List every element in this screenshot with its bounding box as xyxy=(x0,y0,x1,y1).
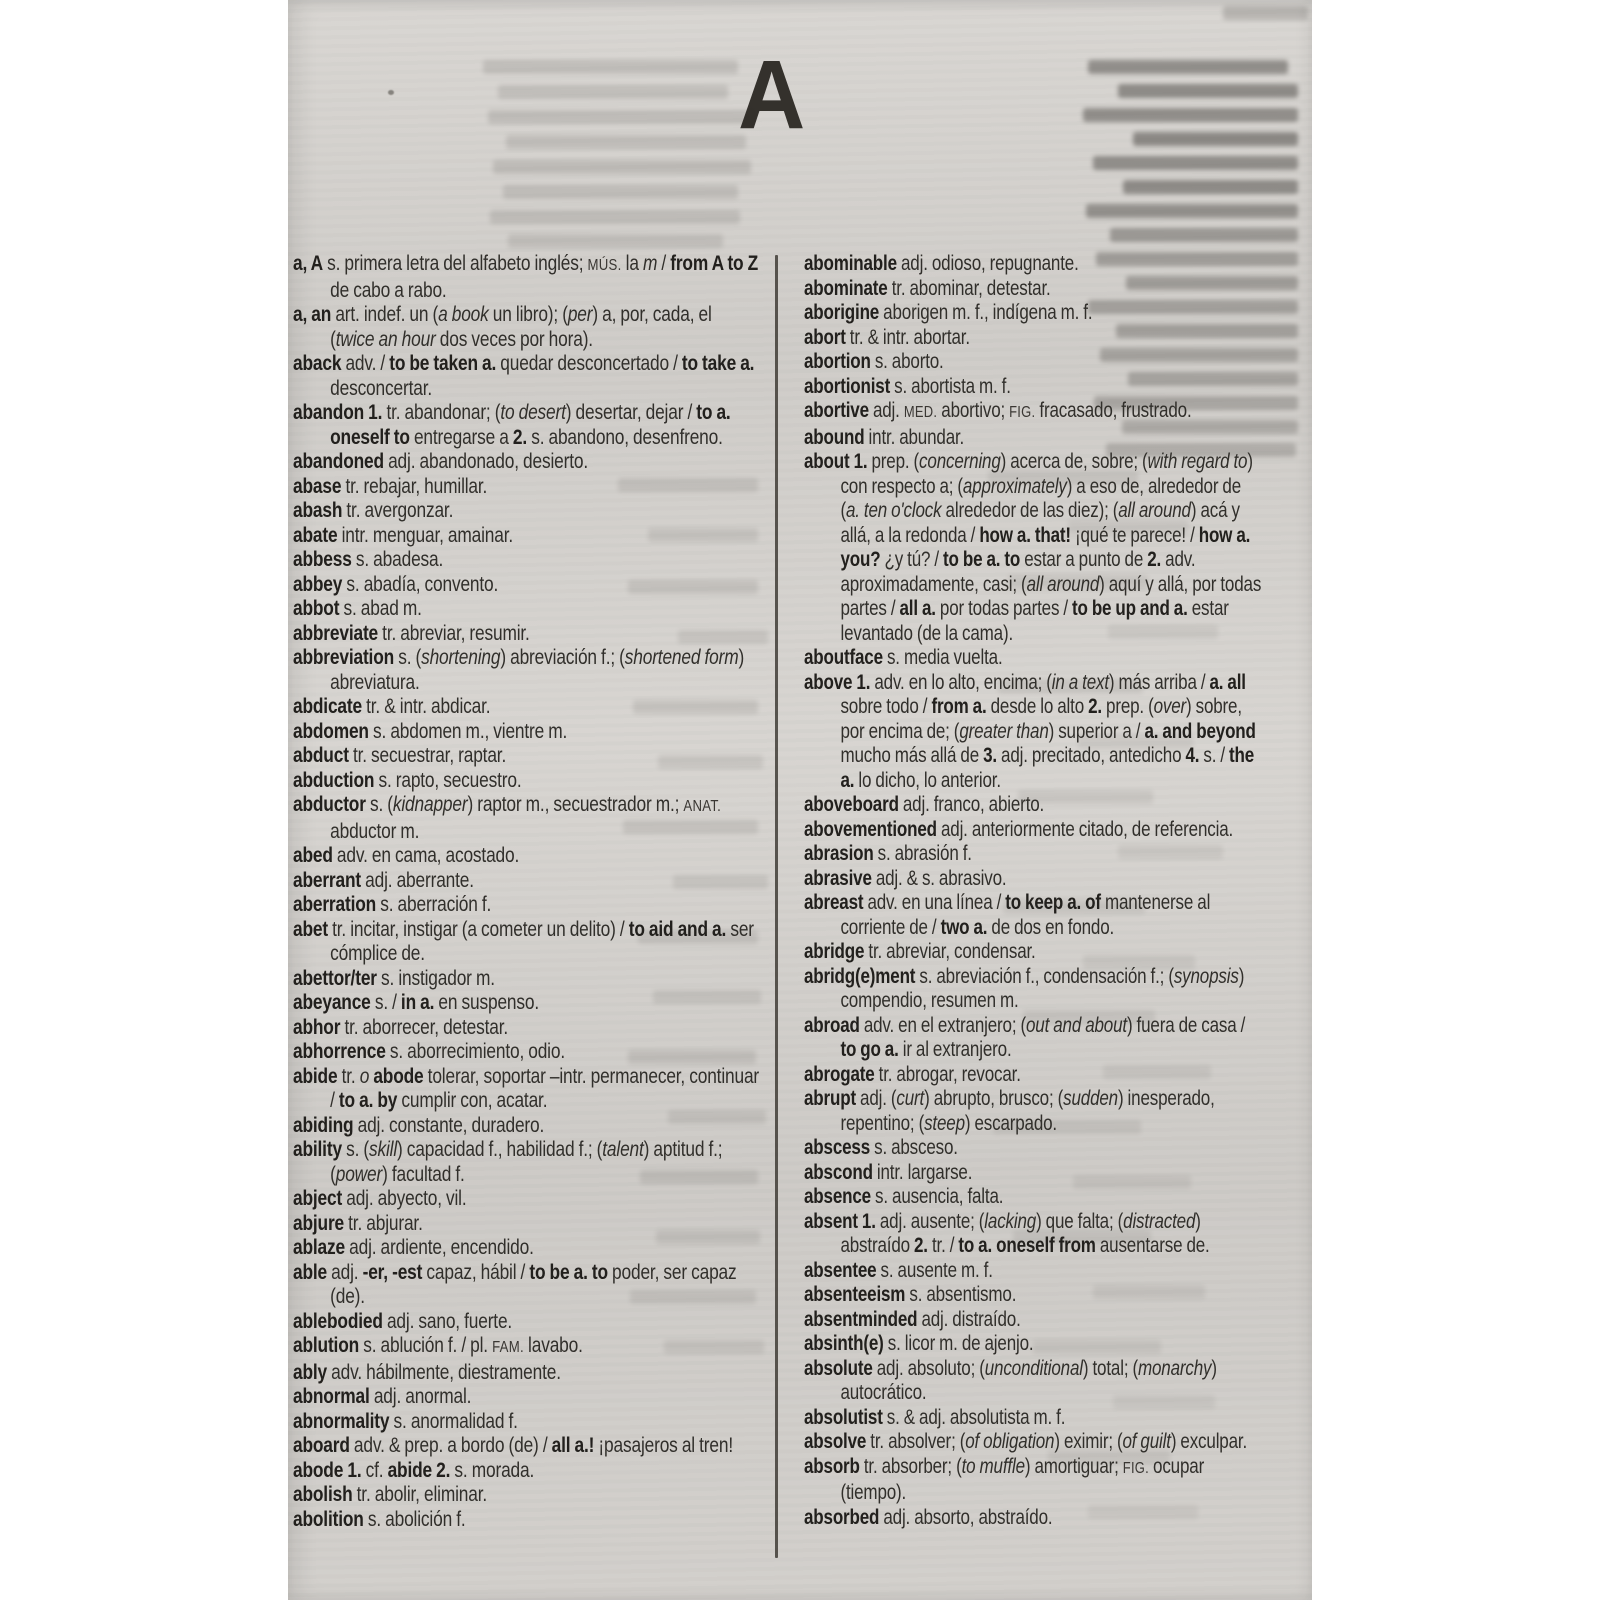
show-through-smudge xyxy=(490,210,740,224)
entry-abolish: abolish tr. abolir, eliminar. xyxy=(293,1483,488,1506)
show-through-smudge xyxy=(488,110,753,124)
entry-abrupt: abrupt adj. (curt) abrupto, brusco; (sudden) inesperado, repentino; (steep) escarpado. xyxy=(804,1087,1215,1135)
entry-abrogate: abrogate tr. abrogar, revocar. xyxy=(804,1062,1021,1086)
entry-abeyance: abeyance s. / in a. en suspenso. xyxy=(293,991,540,1014)
entry-abominable: abominable adj. odioso, repugnante. xyxy=(804,252,1079,275)
entry-absinth-e: absinth(e) s. licor m. de ajenjo. xyxy=(804,1332,1034,1355)
show-through-smudge xyxy=(1086,204,1298,218)
entry-abortive: abortive adj. MED. abortivo; FIG. fracasado, frustrado. xyxy=(804,399,1192,422)
show-through-smudge xyxy=(508,234,723,248)
entry-ablution: ablution s. ablución f. / pl. FAM. lavabo. xyxy=(293,1334,583,1357)
show-through-smudge xyxy=(1083,108,1298,122)
entry-abound: abound intr. abundar. xyxy=(804,425,965,449)
entry-ablebodied: ablebodied adj. sano, fuerte. xyxy=(293,1309,513,1333)
entry-aboard: aboard adv. & prep. a bordo (de) / all a.! ¡pasajeros al tren! xyxy=(293,1434,733,1457)
section-letter-heading: A xyxy=(738,40,804,149)
entry-abortionist: abortionist s. abortista m. f. xyxy=(804,374,1011,398)
entry-abhor: abhor tr. aborrecer, detestar. xyxy=(293,1015,509,1039)
entry-aberrant: aberrant adj. aberrante. xyxy=(293,868,474,892)
show-through-smudge xyxy=(1093,156,1298,170)
entry-abort: abort tr. & intr. abortar. xyxy=(804,325,970,349)
entry-abroad: abroad adv. en el extranjero; (out and about) fuera de casa / to go a. ir al extranjero. xyxy=(804,1013,1246,1061)
entry-abbreviation: abbreviation s. (shortening) abreviación f.; (shortened form) abreviatura. xyxy=(293,646,745,694)
entry-ability: ability s. (skill) capacidad f., habilidad f.; (talent) aptitud f.; (power) facultad f. xyxy=(293,1138,723,1186)
entry-abbey: abbey s. abadía, convento. xyxy=(293,572,499,596)
entry-abrasive: abrasive adj. & s. abrasivo. xyxy=(804,866,1007,890)
show-through-smudge xyxy=(1123,180,1298,194)
show-through-smudge xyxy=(503,185,738,199)
entry-abreast: abreast adv. en una línea / to keep a. of mantenerse al corriente de / two a. de dos en fondo. xyxy=(804,891,1211,939)
entry-abhorrence: abhorrence s. aborrecimiento, odio. xyxy=(293,1040,565,1063)
entry-absolutist: absolutist s. & adj. absolutista m. f. xyxy=(804,1405,1066,1429)
show-through-smudge xyxy=(1118,84,1298,98)
entry-a-a: a, A s. primera letra del alfabeto inglés; MÚS. la m / from A to Z de cabo a rabo. xyxy=(293,252,759,302)
entry-ablaze: ablaze adj. ardiente, encendido. xyxy=(293,1236,534,1259)
entry-abash: abash tr. avergonzar. xyxy=(293,499,454,522)
entry-abandoned: abandoned adj. abandonado, desierto. xyxy=(293,450,588,473)
entry-abed: abed adv. en cama, acostado. xyxy=(293,844,520,867)
entry-abandon: abandon 1. tr. abandonar; (to desert) desertar, dejar / to a. oneself to entregarse a 2. s. abandono, desenfreno. xyxy=(293,401,731,449)
entry-abbot: abbot s. abad m. xyxy=(293,597,422,620)
entry-abase: abase tr. rebajar, humillar. xyxy=(293,474,488,498)
entry-about: about 1. prep. (concerning) acerca de, sobre; (with regard to) con respecto a; (approximately) a eso de, alrededor de (a. ten o'clock alrededor de las diez); (all around) acá y allá, a la redonda / how a. that! ¡qué te parece! / how a. you? ¿y tú? / to be a. to estar a punto de 2. adv. aproximadamente, casi; (all around) aquí y allá, por todas partes / all a. por todas partes / to be up and a. estar levantado (de la cama). xyxy=(804,450,1262,645)
show-through-smudge xyxy=(483,60,738,74)
entry-abnormality: abnormality s. anormalidad f. xyxy=(293,1409,518,1433)
entry-abode: abode 1. cf. abide 2. s. morada. xyxy=(293,1458,535,1482)
entry-abscess: abscess s. absceso. xyxy=(804,1136,958,1159)
entry-absolve: absolve tr. absolver; (of obligation) eximir; (of guilt) exculpar. xyxy=(804,1430,1248,1453)
entry-absenteeism: absenteeism s. absentismo. xyxy=(804,1283,1017,1306)
entry-ably: ably adv. hábilmente, diestramente. xyxy=(293,1360,561,1384)
entry-abdicate: abdicate tr. & intr. abdicar. xyxy=(293,695,491,718)
entry-absence: absence s. ausencia, falta. xyxy=(804,1185,1004,1208)
entry-abettor-ter: abettor/ter s. instigador m. xyxy=(293,966,495,990)
entry-aberration: aberration s. aberración f. xyxy=(293,893,492,916)
entry-aback: aback adv. / to be taken a. quedar desconcertado / to take a. desconcertar. xyxy=(293,352,755,400)
entry-abolition: abolition s. abolición f. xyxy=(293,1507,466,1531)
entry-abbess: abbess s. abadesa. xyxy=(293,548,444,571)
entry-abduct: abduct tr. secuestrar, raptar. xyxy=(293,744,507,767)
show-through-smudge xyxy=(506,135,746,149)
entry-absentee: absentee s. ausente m. f. xyxy=(804,1258,993,1282)
entry-abate: abate intr. menguar, amainar. xyxy=(293,523,514,547)
show-through-smudge xyxy=(1133,132,1298,146)
entry-aboveboard: aboveboard adj. franco, abierto. xyxy=(804,793,1045,816)
show-through-smudge xyxy=(1223,6,1308,20)
left-column xyxy=(293,252,759,1532)
entry-abbreviate: abbreviate tr. abreviar, resumir. xyxy=(293,621,530,645)
entry-above: above 1. adv. en lo alto, encima; (in a text) más arriba / a. all sobre todo / from a. desde lo alto 2. prep. (over) sobre, por encima de; (greater than) superior a / a. and beyond mucho más allá de 3. adj. precitado, antedicho 4. s. / the a. lo dicho, lo anterior. xyxy=(804,670,1256,792)
entry-abscond: abscond intr. largarse. xyxy=(804,1160,973,1184)
entry-abject: abject adj. abyecto, vil. xyxy=(293,1187,467,1210)
entry-abduction: abduction s. rapto, secuestro. xyxy=(293,768,522,792)
entry-aborigine: aborigine aborigen m. f., indígena m. f. xyxy=(804,301,1093,324)
entry-abovementioned: abovementioned adj. anteriormente citado, de referencia. xyxy=(804,817,1234,841)
entry-aboutface: aboutface s. media vuelta. xyxy=(804,646,1003,669)
entry-able: able adj. -er, -est capaz, hábil / to be a. to poder, ser capaz (de). xyxy=(293,1260,737,1308)
entry-abridg-e-ment: abridg(e)ment s. abreviación f., condensación f.; (synopsis) compendio, resumen m. xyxy=(804,964,1245,1012)
column-divider-rule xyxy=(775,255,778,1558)
show-through-smudge xyxy=(1110,228,1298,242)
show-through-smudge xyxy=(493,160,751,174)
entry-absorbed: absorbed adj. absorto, abstraído. xyxy=(804,1505,1053,1529)
entry-absolute: absolute adj. absoluto; (unconditional) total; (monarchy) autocrático. xyxy=(804,1356,1217,1404)
entry-abominate: abominate tr. abominar, detestar. xyxy=(804,276,1051,300)
dictionary-page xyxy=(288,0,1312,1600)
entry-abridge: abridge tr. abreviar, condensar. xyxy=(804,940,1036,963)
entry-absent: absent 1. adj. ausente; (lacking) que falta; (distracted) abstraído 2. tr. / to a. oneself from ausentarse de. xyxy=(804,1209,1210,1257)
entry-abnormal: abnormal adj. anormal. xyxy=(293,1385,472,1408)
entry-abortion: abortion s. aborto. xyxy=(804,350,944,373)
entry-abet: abet tr. incitar, instigar (a cometer un delito) / to aid and a. ser cómplice de. xyxy=(293,917,754,965)
entry-abductor: abductor s. (kidnapper) raptor m., secuestrador m.; ANAT. abductor m. xyxy=(293,793,722,843)
entry-a-an: a, an art. indef. un (a book un libro); (per) a, por, cada, el (twice an hour dos veces por hora). xyxy=(293,303,712,351)
entry-abide: abide tr. o abode tolerar, soportar –intr. permanecer, continuar / to a. by cumplir con, acatar. xyxy=(293,1064,760,1112)
entry-absentminded: absentminded adj. distraído. xyxy=(804,1307,1021,1331)
entry-absorb: absorb tr. absorber; (to muffle) amortiguar; FIG. ocupar (tiempo). xyxy=(804,1454,1205,1504)
entry-abdomen: abdomen s. abdomen m., vientre m. xyxy=(293,719,568,743)
show-through-smudge xyxy=(498,85,728,99)
right-column xyxy=(804,252,1262,1530)
ink-fleck xyxy=(388,90,394,95)
entry-abjure: abjure tr. abjurar. xyxy=(293,1211,423,1235)
show-through-smudge xyxy=(1088,60,1288,74)
entry-abiding: abiding adj. constante, duradero. xyxy=(293,1113,545,1137)
entry-abrasion: abrasion s. abrasión f. xyxy=(804,842,972,865)
